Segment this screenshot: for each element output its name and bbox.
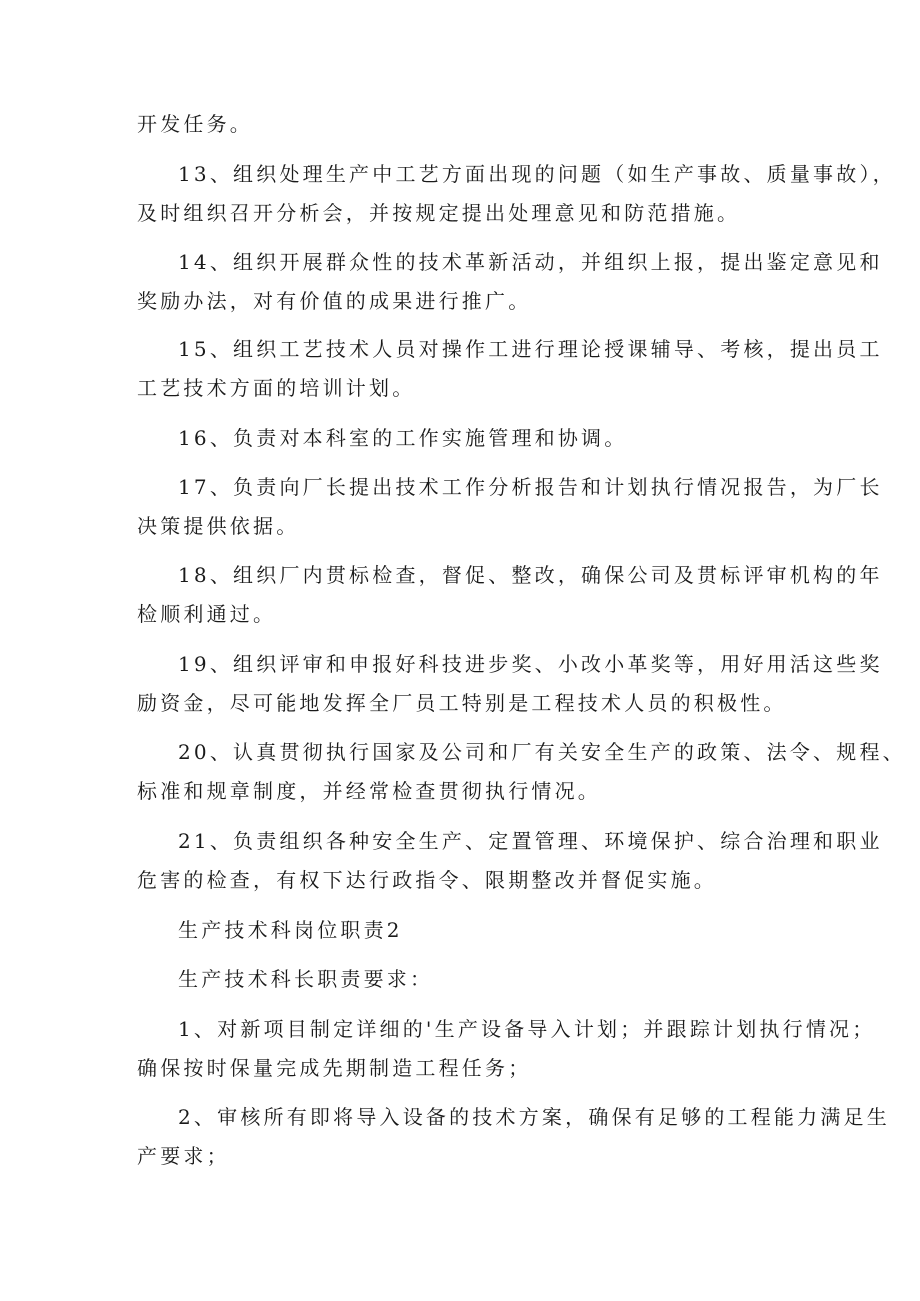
text-line: 检顺利通过。 xyxy=(137,602,277,626)
text-line: 2、审核所有即将导入设备的技术方案，确保有足够的工程能力满足生 xyxy=(178,1105,890,1129)
paragraph-item-16 xyxy=(137,419,797,458)
text-line: 产要求； xyxy=(137,1144,230,1168)
paragraph-item-19 xyxy=(137,645,883,723)
paragraph-continuation xyxy=(137,105,797,144)
text-line: 确保按时保量完成先期制造工程任务； xyxy=(137,1056,532,1080)
section-heading xyxy=(137,911,797,950)
text-line: 19、组织评审和申报好科技进步奖、小改小革奖等，用好用活这些奖 xyxy=(178,652,883,676)
text-line: 17、负责向厂长提出技术工作分析报告和计划执行情况报告，为厂长 xyxy=(178,475,883,499)
text-line: 13、组织处理生产中工艺方面出现的问题（如生产事故、质量事故）， xyxy=(178,162,896,186)
text-line: 15、组织工艺技术人员对操作工进行理论授课辅导、考核，提出员工 xyxy=(178,337,883,361)
text-line: 决策提供依据。 xyxy=(137,514,300,538)
text-line: 20、认真贯彻执行国家及公司和厂有关安全生产的政策、法令、规程、 xyxy=(178,740,906,764)
text-line: 奖励办法，对有价值的成果进行推广。 xyxy=(137,289,532,313)
requirement-item-2 xyxy=(137,1098,890,1176)
text-line: 18、组织厂内贯标检查，督促、整改，确保公司及贯标评审机构的年 xyxy=(178,563,883,587)
text-line: 16、负责对本科室的工作实施管理和协调。 xyxy=(178,426,628,450)
text-line: 工艺技术方面的培训计划。 xyxy=(137,376,416,400)
paragraph-item-14 xyxy=(137,243,883,321)
text-line: 及时组织召开分析会，并按规定提出处理意见和防范措施。 xyxy=(137,201,741,225)
text-line: 21、负责组织各种安全生产、定置管理、环境保护、综合治理和职业 xyxy=(178,829,883,853)
paragraph-item-15 xyxy=(137,330,883,408)
requirement-item-1 xyxy=(137,1010,876,1088)
text-line: 危害的检查，有权下达行政指令、限期整改并督促实施。 xyxy=(137,868,717,892)
paragraph-item-21 xyxy=(137,822,883,900)
paragraph-item-20 xyxy=(137,733,906,811)
requirements-heading xyxy=(137,960,797,999)
paragraph-item-13 xyxy=(137,155,896,233)
paragraph-item-17 xyxy=(137,468,883,546)
text-line: 生产技术科长职责要求： xyxy=(178,967,434,991)
text-line: 1、对新项目制定详细的'生产设备导入计划；并跟踪计划执行情况； xyxy=(178,1017,876,1041)
text-line: 14、组织开展群众性的技术革新活动，并组织上报，提出鉴定意见和 xyxy=(178,250,883,274)
text-line: 开发任务。 xyxy=(137,112,253,136)
text-line: 励资金，尽可能地发挥全厂员工特别是工程技术人员的积极性。 xyxy=(137,691,787,715)
text-line: 生产技术科岗位职责2 xyxy=(178,918,403,942)
paragraph-item-18 xyxy=(137,556,883,634)
text-line: 标准和规章制度，并经常检查贯彻执行情况。 xyxy=(137,779,601,803)
